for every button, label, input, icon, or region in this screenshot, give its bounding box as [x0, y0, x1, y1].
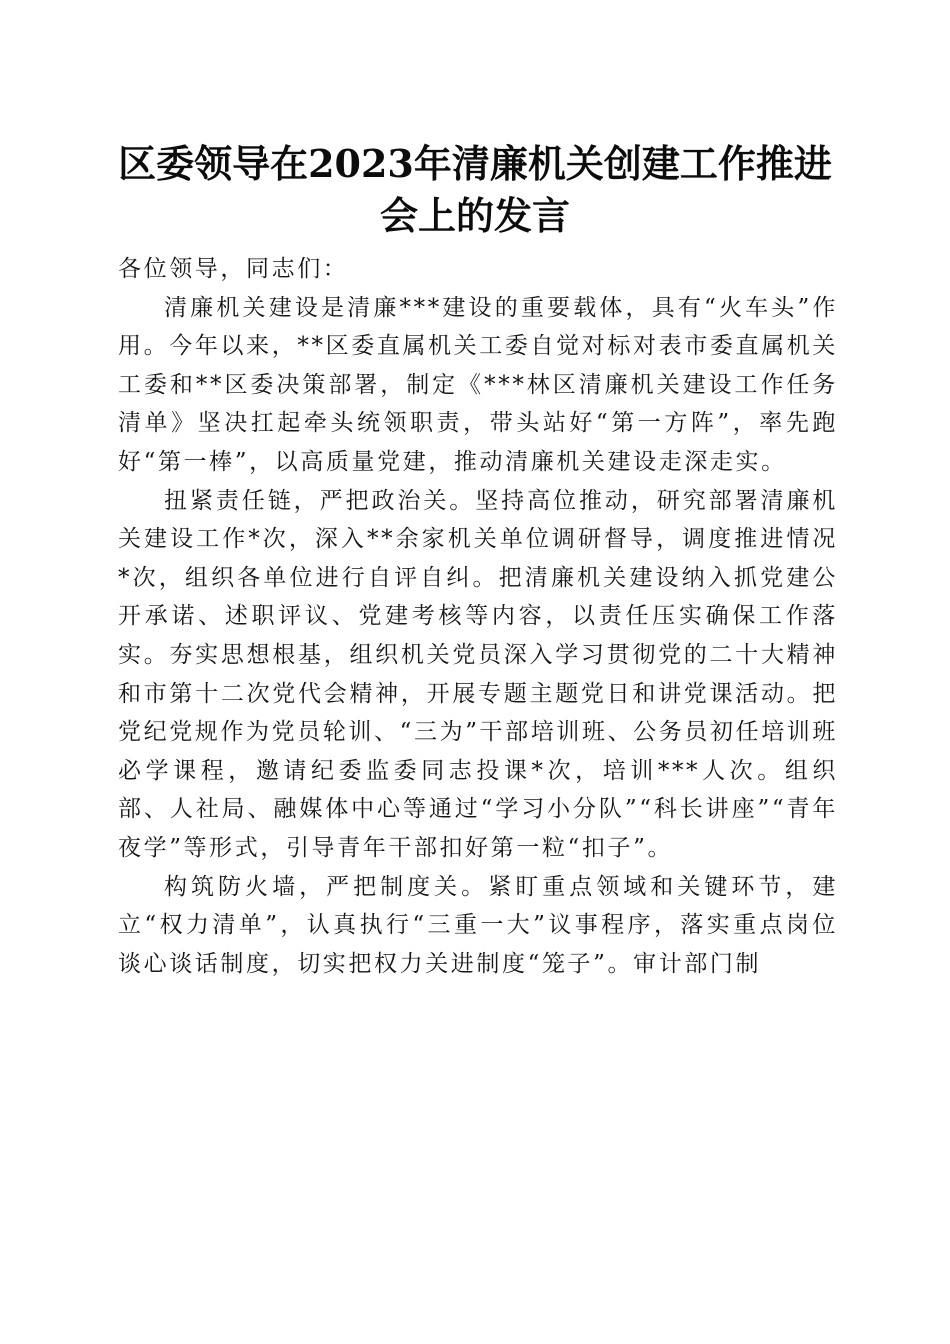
paragraph-intro: 清廉机关建设是清廉***建设的重要载体，具有“火车头”作用。今年以来，**区委直属机关工委自觉对标对表市委直属机关工委和**区委决策部署，制定《***林区清廉机关建设工作任务清单》坚决扛起牵头统领职责，带头站好“第一方阵”，率先跑好“第一棒”，以高质量党建，推动清廉机关建设走深走实。: [118, 294, 838, 475]
document-body: [118, 250, 838, 983]
document-title: 区委领导在2023年清廉机关创建工作推进会上的发言: [118, 141, 832, 238]
paragraph-firewall: 构筑防火墙，严把制度关。紧盯重点领域和关键环节，建立“权力清单”，认真执行“三重一大”议事程序，落实重点岗位谈心谈话制度，切实把权力关进制度“笼子”。审计部门制: [118, 873, 838, 977]
salutation: 各位领导，同志们：: [118, 256, 349, 282]
paragraph-responsibility: 扭紧责任链，严把政治关。坚持高位推动，研究部署清廉机关建设工作*次，深入**余家机关单位调研督导，调度推进情况*次，组织各单位进行自评自纠。把清廉机关建设纳入抓党建公开承诺、述职评议、党建考核等内容，以责任压实确保工作落实。夯实思想根基，组织机关党员深入学习贯彻党的二十大精神和市第十二次党代会精神，开展专题主题党日和讲党课活动。把党纪党规作为党员轮训、“三为”干部培训班、公务员初任培训班必学课程，邀请纪委监委同志投课*次，培训***人次。组织部、人社局、融媒体中心等通过“学习小分队”“科长讲座”“青年夜学”等形式，引导青年干部扣好第一粒“扣子”。: [118, 487, 838, 861]
